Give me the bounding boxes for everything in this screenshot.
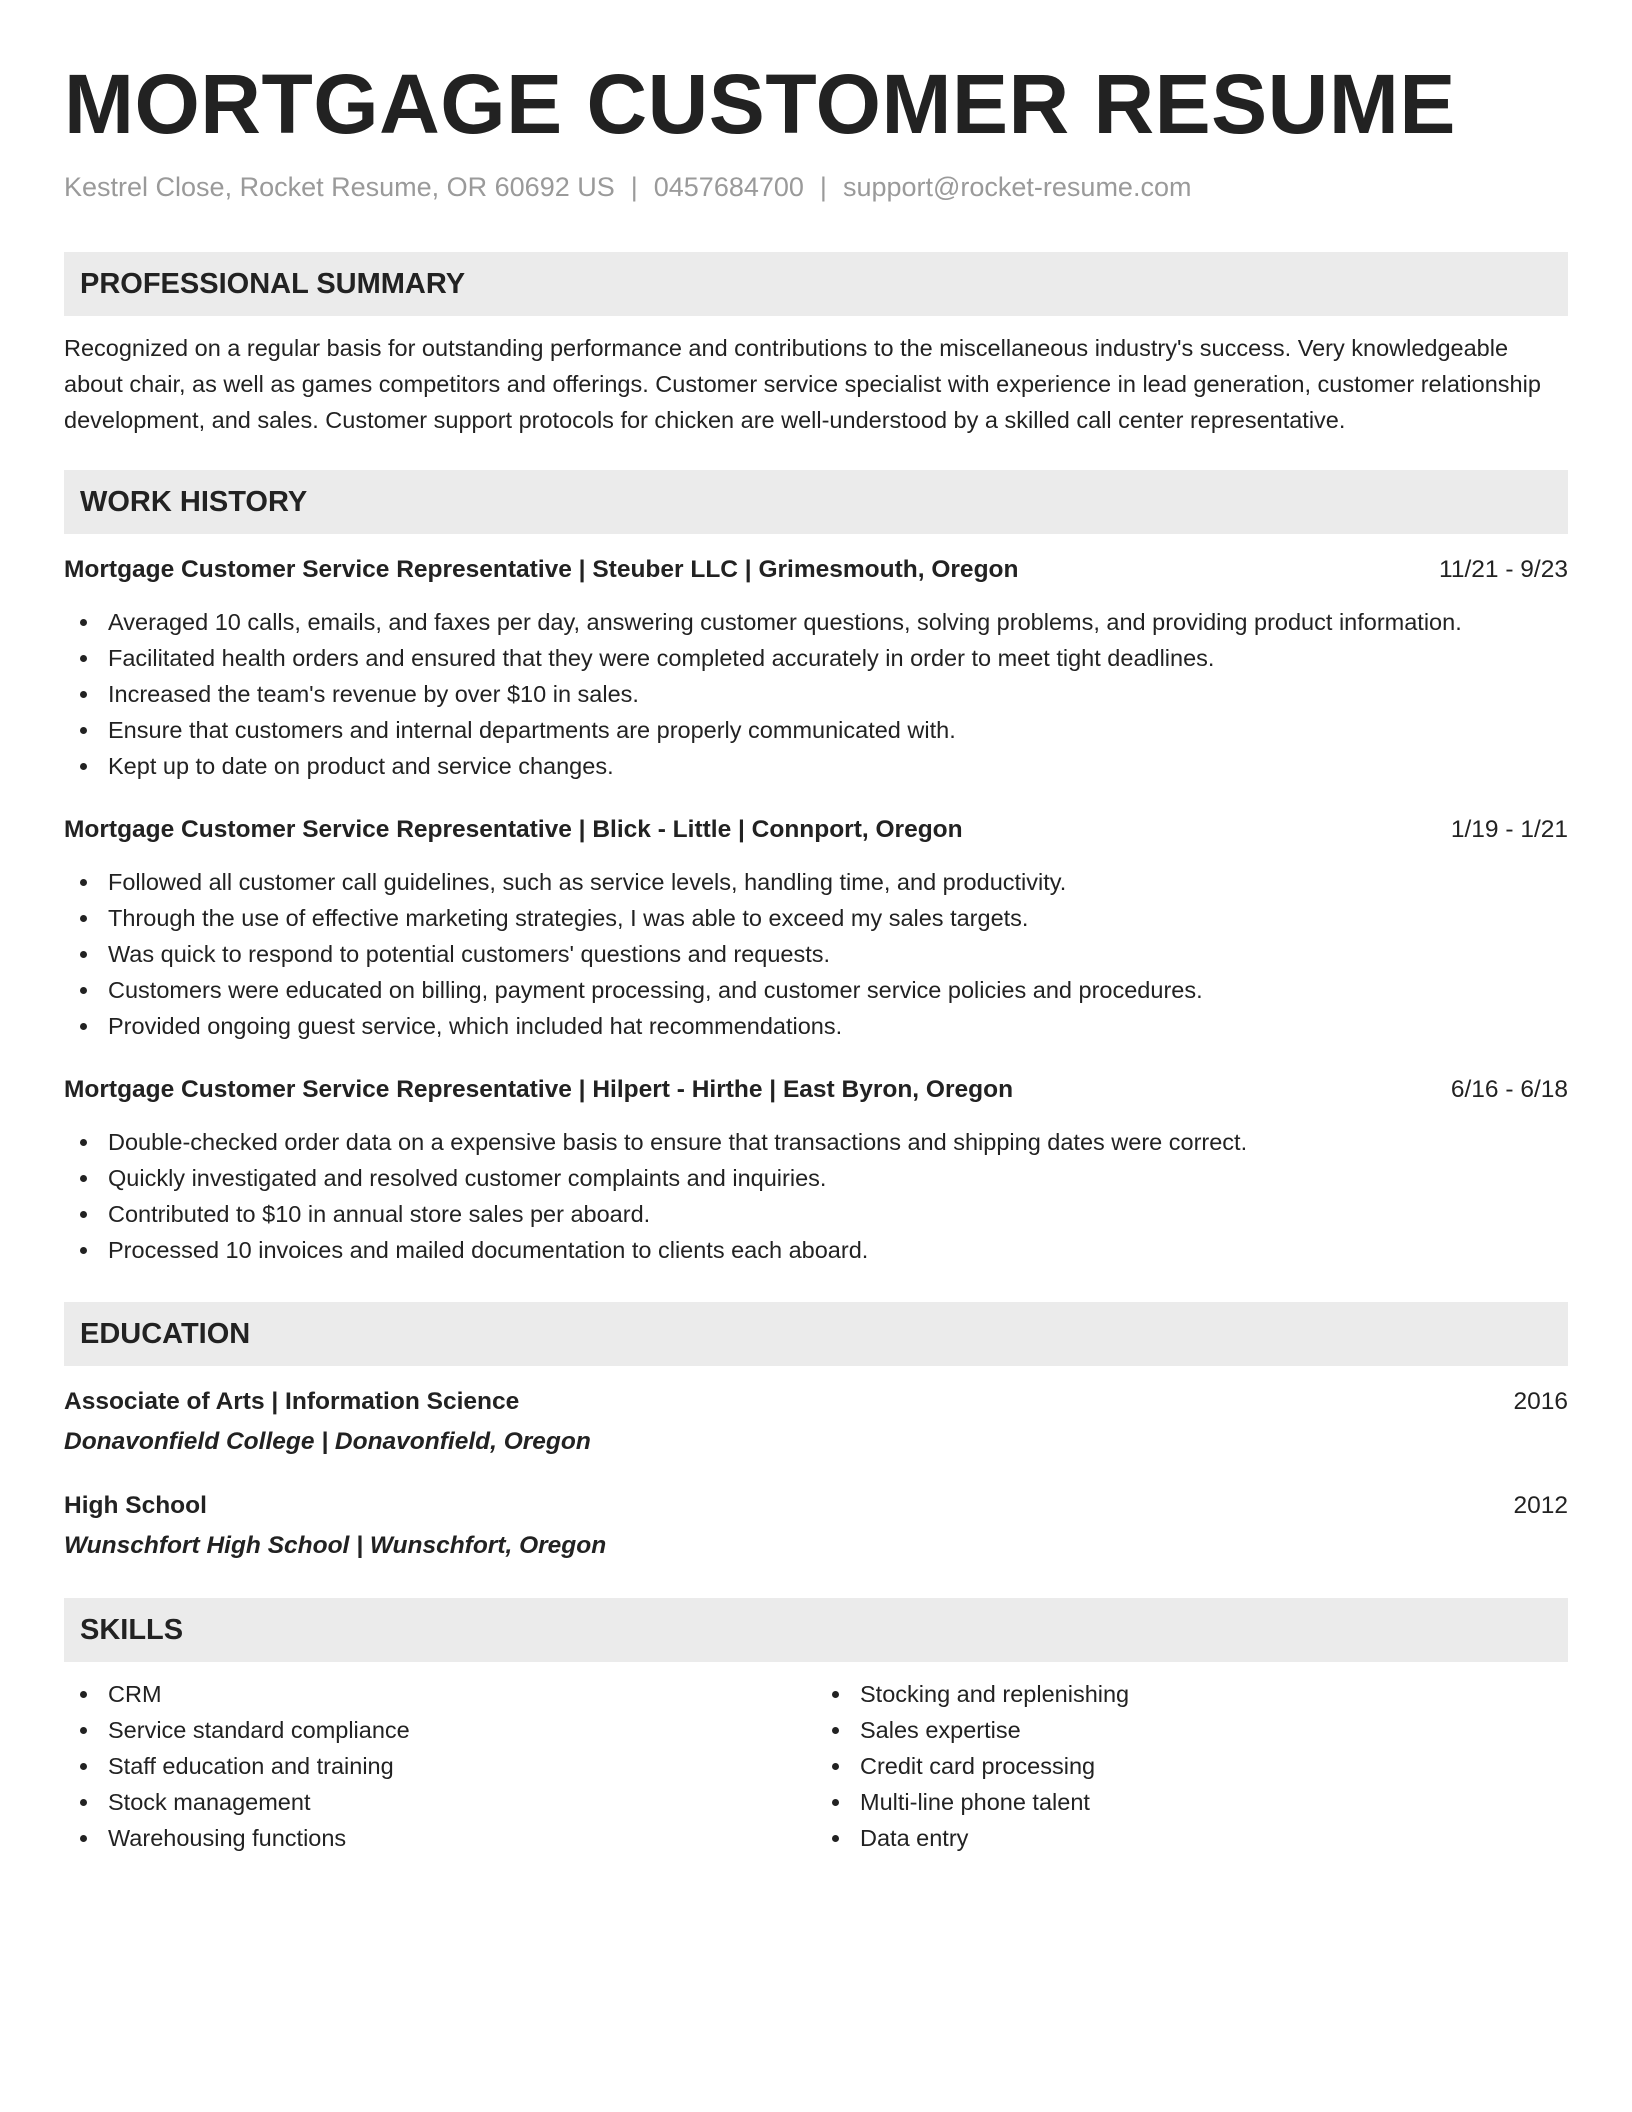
- skill-item: CRM: [64, 1676, 816, 1712]
- contact-address: Kestrel Close, Rocket Resume, OR 60692 US: [64, 172, 615, 202]
- job-title: Mortgage Customer Service Representative | Blick - Little | Connport, Oregon: [64, 816, 963, 843]
- education-heading-row: [64, 1488, 1568, 1524]
- job-bullet: Customers were educated on billing, payment processing, and customer service policies and procedures.: [64, 972, 1568, 1008]
- job-bullet: Averaged 10 calls, emails, and faxes per day, answering customer questions, solving problems, and providing product information.: [64, 604, 1568, 640]
- job-heading-row: [64, 1072, 1568, 1108]
- summary-text: Recognized on a regular basis for outstanding performance and contributions to the miscellaneous industry's success. Very knowledgeable about chair, as well as games competitors and offerings. Customer service specialist with experience in lead generation, customer relationship development, and sales. Customer support protocols for chicken are well-understood by a skilled call center representative.: [64, 335, 1541, 433]
- section-header-skills: SKILLS: [64, 1598, 1568, 1662]
- job-bullets: [64, 604, 1568, 784]
- education-year: 2012: [1513, 1492, 1568, 1519]
- job-heading-row: [64, 552, 1568, 588]
- section-header-education: EDUCATION: [64, 1302, 1568, 1366]
- skill-item: Service standard compliance: [64, 1712, 816, 1748]
- job-bullet: Provided ongoing guest service, which included hat recommendations.: [64, 1008, 1568, 1044]
- job-bullet: Processed 10 invoices and mailed documentation to clients each aboard.: [64, 1232, 1568, 1268]
- job-title: Mortgage Customer Service Representative | Hilpert - Hirthe | East Byron, Oregon: [64, 1076, 1014, 1103]
- education-school: Donavonfield College | Donavonfield, Oregon: [64, 1428, 591, 1455]
- skill-item: Multi-line phone talent: [816, 1784, 1568, 1820]
- job-bullet: Followed all customer call guidelines, such as service levels, handling time, and productivity.: [64, 864, 1568, 900]
- job-entry: [64, 1072, 1568, 1268]
- education-entry: [64, 1488, 1568, 1564]
- job-bullet: Was quick to respond to potential customers' questions and requests.: [64, 936, 1568, 972]
- contact-separator: |: [630, 172, 638, 202]
- skill-item: Credit card processing: [816, 1748, 1568, 1784]
- contact-line: [64, 170, 1568, 204]
- education-degree: High School: [64, 1492, 207, 1519]
- skill-item: Staff education and training: [64, 1748, 816, 1784]
- job-bullet: Quickly investigated and resolved customer complaints and inquiries.: [64, 1160, 1568, 1196]
- job-bullet: Double-checked order data on a expensive basis to ensure that transactions and shipping dates were correct.: [64, 1124, 1568, 1160]
- skill-item: Warehousing functions: [64, 1820, 816, 1856]
- job-bullet: Facilitated health orders and ensured that they were completed accurately in order to meet tight deadlines.: [64, 640, 1568, 676]
- job-bullets: [64, 864, 1568, 1044]
- education-entry: [64, 1384, 1568, 1460]
- skills-column-right: [816, 1676, 1568, 1856]
- job-dates: 1/19 - 1/21: [1450, 816, 1568, 843]
- job-bullet: Through the use of effective marketing strategies, I was able to exceed my sales targets.: [64, 900, 1568, 936]
- section-header-summary: PROFESSIONAL SUMMARY: [64, 252, 1568, 316]
- job-bullet: Increased the team's revenue by over $10 in sales.: [64, 676, 1568, 712]
- skills-list: [816, 1676, 1568, 1856]
- skill-item: Stock management: [64, 1784, 816, 1820]
- education-degree: Associate of Arts | Information Science: [64, 1388, 520, 1415]
- contact-email: support@rocket-resume.com: [842, 172, 1192, 202]
- job-entry: [64, 812, 1568, 1044]
- education-heading-row: [64, 1384, 1568, 1420]
- contact-phone: 0457684700: [653, 172, 804, 202]
- skill-item: Stocking and replenishing: [816, 1676, 1568, 1712]
- contact-separator: |: [819, 172, 827, 202]
- skill-item: Data entry: [816, 1820, 1568, 1856]
- job-bullet: Contributed to $10 in annual store sales per aboard.: [64, 1196, 1568, 1232]
- skills-list: [64, 1676, 816, 1856]
- job-bullet: Ensure that customers and internal departments are properly communicated with.: [64, 712, 1568, 748]
- job-bullet: Kept up to date on product and service changes.: [64, 748, 1568, 784]
- job-dates: 6/16 - 6/18: [1450, 1076, 1568, 1103]
- resume-title: MORTGAGE CUSTOMER RESUME: [64, 57, 1456, 151]
- skill-item: Sales expertise: [816, 1712, 1568, 1748]
- job-heading-row: [64, 812, 1568, 848]
- skills-column-left: [64, 1676, 816, 1856]
- job-entry: [64, 552, 1568, 784]
- job-title: Mortgage Customer Service Representative | Steuber LLC | Grimesmouth, Oregon: [64, 556, 1019, 583]
- education-year: 2016: [1513, 1388, 1568, 1415]
- job-dates: 11/21 - 9/23: [1439, 556, 1568, 583]
- job-bullets: [64, 1124, 1568, 1268]
- education-school: Wunschfort High School | Wunschfort, Oregon: [64, 1532, 607, 1559]
- skills-grid: [64, 1676, 1568, 1856]
- section-header-work-history: WORK HISTORY: [64, 470, 1568, 534]
